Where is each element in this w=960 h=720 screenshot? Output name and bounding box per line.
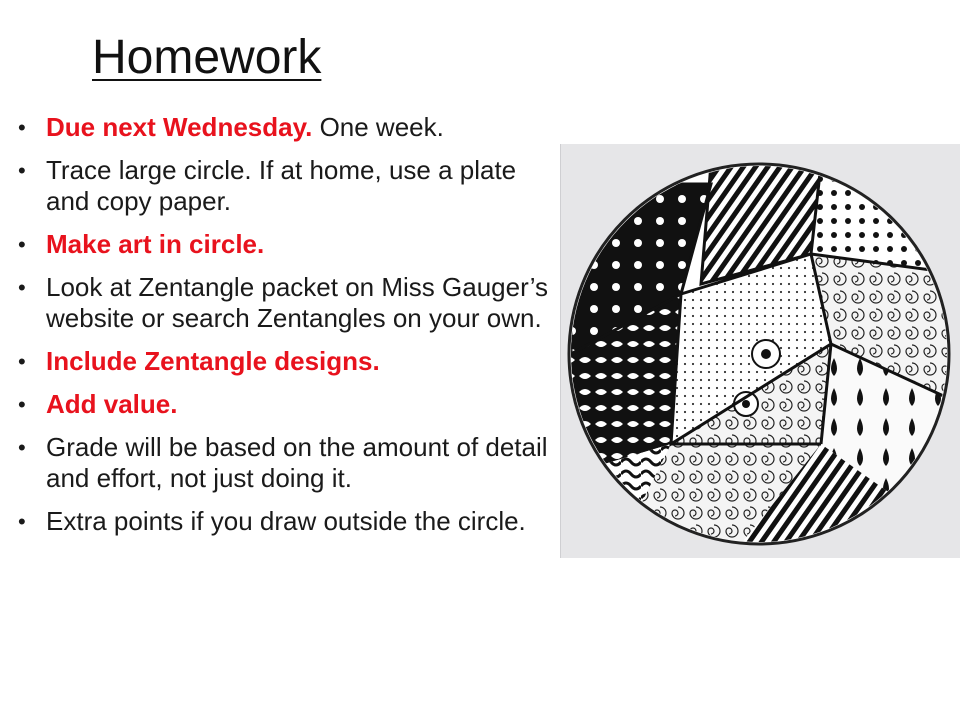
bullet-item (18, 346, 548, 377)
bullet-item (18, 432, 548, 494)
zentangle-drawing (561, 144, 960, 558)
bullet-dot-icon: • (18, 115, 26, 140)
bullet-text: Extra points if you draw outside the circle. (46, 506, 526, 536)
slide-title: Homework (92, 31, 322, 84)
bullet-dot-icon: • (18, 232, 26, 257)
bullet-item (18, 272, 548, 334)
bullet-item (18, 389, 548, 420)
bullet-text: Trace large circle. If at home, use a plate and copy paper. (46, 155, 517, 216)
bullet-dot-icon: • (18, 349, 26, 374)
zentangle-artwork-image (560, 144, 960, 558)
bullet-dot-icon: • (18, 435, 26, 460)
bullet-list (18, 112, 548, 549)
bullet-dot-icon: • (18, 392, 26, 417)
bullet-item (18, 506, 548, 537)
bullet-text: Add value. (46, 389, 178, 419)
bullet-dot-icon: • (18, 275, 26, 300)
bullet-text: Due next Wednesday. (46, 112, 313, 142)
bullet-text: One week. (312, 112, 444, 142)
bullet-item (18, 155, 548, 217)
bullet-item (18, 112, 548, 143)
bullet-text: Look at Zentangle packet on Miss Gauger’s website or search Zentangles on your own. (46, 272, 548, 333)
bullet-dot-icon: • (18, 158, 26, 183)
bullet-text: Include Zentangle designs. (46, 346, 380, 376)
bullet-text: Grade will be based on the amount of detail and effort, not just doing it. (46, 432, 548, 493)
bullet-item (18, 229, 548, 260)
bullet-text: Make art in circle. (46, 229, 265, 259)
bullet-dot-icon: • (18, 509, 26, 534)
